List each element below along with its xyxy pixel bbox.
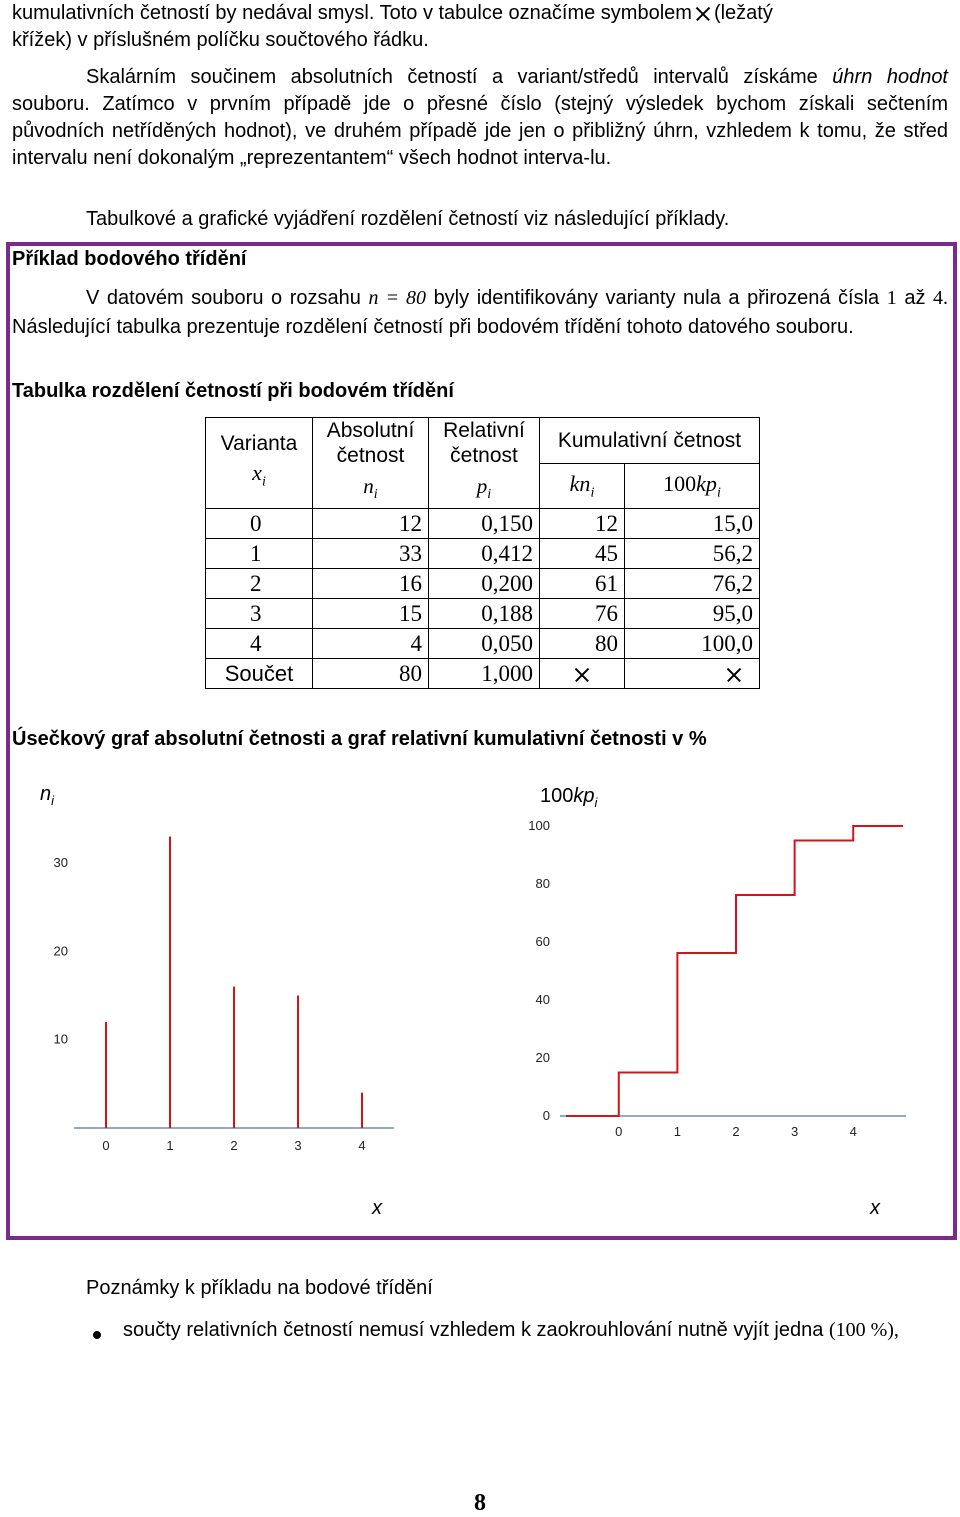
y-tick-label: 80 [535, 876, 550, 891]
x-axis-label: x [870, 1197, 880, 1219]
x-tick-label: 0 [615, 1124, 623, 1139]
total-kp-cross [625, 659, 760, 689]
table-row: 1 33 0,412 45 56,2 [206, 539, 760, 569]
header-100kp: $100kp_i$ [625, 463, 760, 509]
intro-text: kumulativních četností by nedával smysl. Toto v tabulce označíme symbolem [12, 2, 692, 24]
header-absolute: Absolutní četnost $n_i$ [313, 418, 429, 509]
x-tick-label: 4 [358, 1138, 366, 1153]
intro-line-1 [12, 0, 948, 27]
y-tick-label: 40 [535, 992, 550, 1007]
intro-line-2: křížek) v příslušném políčku součtového řádku. [12, 29, 429, 51]
bullet-icon [90, 1328, 104, 1342]
x-tick-label: 3 [294, 1138, 302, 1153]
cross-symbol-icon [696, 7, 710, 21]
paragraph-sum-of-values: Skalárním součinem absolutních četností a variant/středů intervalů získáme úhrn hodnot souboru. Zatímco v prvním případě jde o přesné číslo (stejný výsledek bychom získali sečtením původních netříděných hodnot), ve druhém případě jde jen o přibližný úhrn, vzhledem k tomu, že střed intervalu není dokonalým „reprezentantem“ všech hodnot interva-lu. [12, 66, 948, 169]
page-number: 8 [474, 1490, 486, 1516]
plot-area [528, 818, 906, 1139]
cumulative-frequency-chart [506, 770, 946, 1220]
table-row: 3 15 0,188 76 95,0 [206, 599, 760, 629]
y-tick-label: 20 [53, 943, 68, 959]
y-tick-label: 10 [53, 1031, 68, 1047]
table-row: 2 16 0,200 61 76,2 [206, 569, 760, 599]
y-axis-label: $100kp_i$ [540, 785, 598, 810]
x-tick-label: 4 [849, 1124, 857, 1139]
x-tick-label: 1 [166, 1138, 174, 1153]
frequency-table [205, 417, 760, 689]
y-tick-label: 0 [542, 1108, 550, 1123]
x-tick-label: 2 [230, 1138, 238, 1153]
x-tick-label: 3 [791, 1124, 799, 1139]
header-kn: $kn_i$ [540, 463, 625, 509]
total-kn-cross [540, 659, 625, 689]
x-tick-label: 2 [732, 1124, 740, 1139]
intro-text: (ležatý [713, 2, 773, 24]
notes-title: Poznámky k příkladu na bodové třídění [86, 1277, 433, 1299]
table-row: 4 4 0,050 80 100,0 [206, 629, 760, 659]
example-description: V datovém souboru o rozsahu n = 80 byly identifikovány varianty nula a přirozená čísla 1 až 4. Následující tabulka prezentuje rozdělení četností při bodovém třídění tohoto datového souboru. [12, 287, 949, 338]
n-expression: n = 80 [368, 287, 426, 309]
y-tick-label: 60 [535, 934, 550, 949]
plot-area [54, 837, 394, 1154]
table-total-row: Součet 80 1,000 [206, 659, 760, 689]
y-tick-label: 30 [53, 855, 68, 870]
header-varianta: Varianta $x_i$ [206, 418, 313, 509]
header-cumulative: Kumulativní četnost [540, 418, 760, 464]
example-heading: Příklad bodového třídění [12, 248, 247, 270]
absolute-frequency-chart [14, 770, 484, 1220]
x-tick-label: 1 [673, 1124, 681, 1139]
y-axis-label: $n_i$ [40, 783, 55, 808]
y-tick-label: 100 [528, 818, 550, 833]
cross-symbol-icon [575, 668, 589, 682]
x-tick-label: 0 [102, 1138, 110, 1153]
table-row: 0 12 0,150 12 15,0 [206, 509, 760, 539]
note-item: součty relativních četností nemusí vzhledem k zaokrouhlování nutně vyjít jedna (100 %), [123, 1319, 899, 1341]
step-line [566, 826, 903, 1116]
graph-title: Úsečkový graf absolutní četnosti a graf relativní kumulativní četnosti v % [12, 728, 707, 750]
x-axis-label: x [372, 1197, 382, 1219]
y-tick-label: 20 [535, 1050, 550, 1065]
table-title: Tabulka rozdělení četností při bodovém třídění [12, 380, 454, 402]
paragraph-examples: Tabulkové a grafické vyjádření rozdělení četností viz následující příklady. [86, 208, 730, 230]
header-relative: Relativní četnost $p_i$ [429, 418, 540, 509]
cross-symbol-icon [727, 668, 741, 682]
